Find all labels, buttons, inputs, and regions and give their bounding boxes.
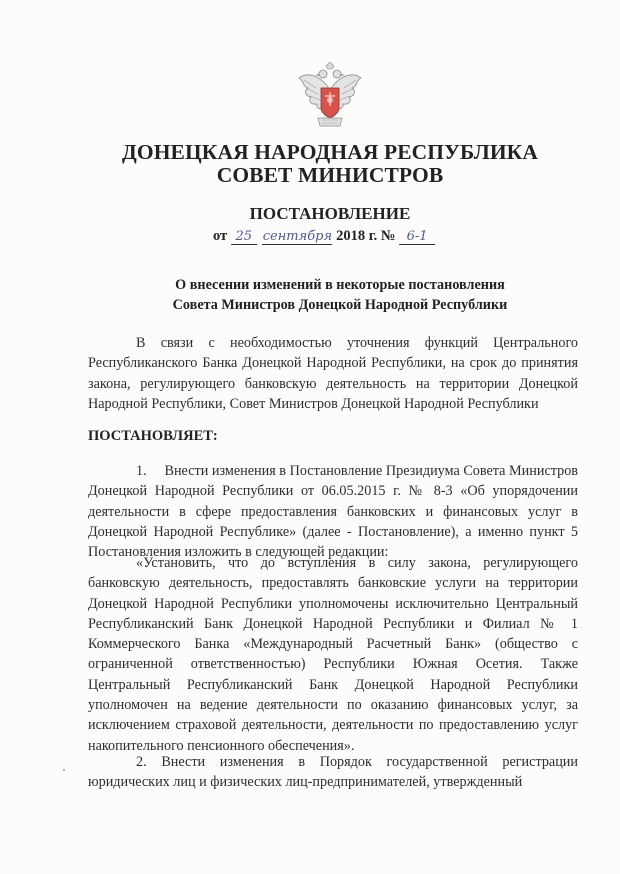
council-name: СОВЕТ МИНИСТРОВ — [216, 163, 444, 187]
decree-subject — [150, 275, 530, 315]
clause-1-quoted-text: «Установить, что до вступления в силу закона, регулирующего банковскую деятельность, предоставлять банковские услуги на территории Донецкой Народной Республики уполномочены исключительно Центральный Республиканский Банк Донецкой Народной Республики и Филиал № 1 Коммерческого Банка «Международный Расчетный Банк» (общество с ограниченной ответственностью) Республики Южная Осетия. Также Центральный Республиканский Банк Донецкой Народной Республики уполномочен на ведение деятельности по оказанию финансовых услуг, за исключением страховой деятельности, деятельности по предоставлению услуг накопительного пенсионного обеспечения». — [88, 555, 578, 754]
handwritten-day: 25 — [231, 229, 257, 245]
subject-line-2: Совета Министров Донецкой Народной Республики — [172, 297, 508, 313]
preamble-paragraph: В связи с необходимостью уточнения функций Центрального Республиканского Банка Донецкой Народной Республики, на срок до принятия закона, регулирующего банковскую деятельность на территории Донецкой Народной Республики, Совет Министров Донецкой Народной Республики — [88, 335, 578, 412]
handwritten-month: сентября — [262, 229, 333, 244]
republic-name: ДОНЕЦКАЯ НАРОДНАЯ РЕСПУБЛИКА — [121, 140, 538, 164]
coat-of-arms-icon — [296, 60, 364, 130]
handwritten-number: 6-1 — [399, 229, 435, 245]
decree-date-line — [213, 228, 435, 245]
date-prefix: от — [213, 228, 228, 244]
scan-speck — [63, 769, 65, 771]
document-type-title: ПОСТАНОВЛЕНИЕ — [249, 204, 411, 223]
year-and-number-label: 2018 г. № — [336, 228, 396, 244]
subject-line-1: О внесении изменений в некоторые постановления — [175, 277, 505, 293]
clause-1: 1. Внести изменения в Постановление Президиума Совета Министров Донецкой Народной Республики от 06.05.2015 г. № 8-3 «Об упорядочении деятельности в сфере предоставления банковских и финансовых услуг в Донецкой Народной Республике» (далее - Постановление), а именно пункт 5 Постановления изложить в следующей редакции: — [88, 463, 578, 561]
resolves-heading: ПОСТАНОВЛЯЕТ: — [88, 428, 218, 444]
clause-2: 2. Внести изменения в Порядок государственной регистрации юридических лиц и физических лиц-предпринимателей, утвержденный — [88, 754, 578, 791]
